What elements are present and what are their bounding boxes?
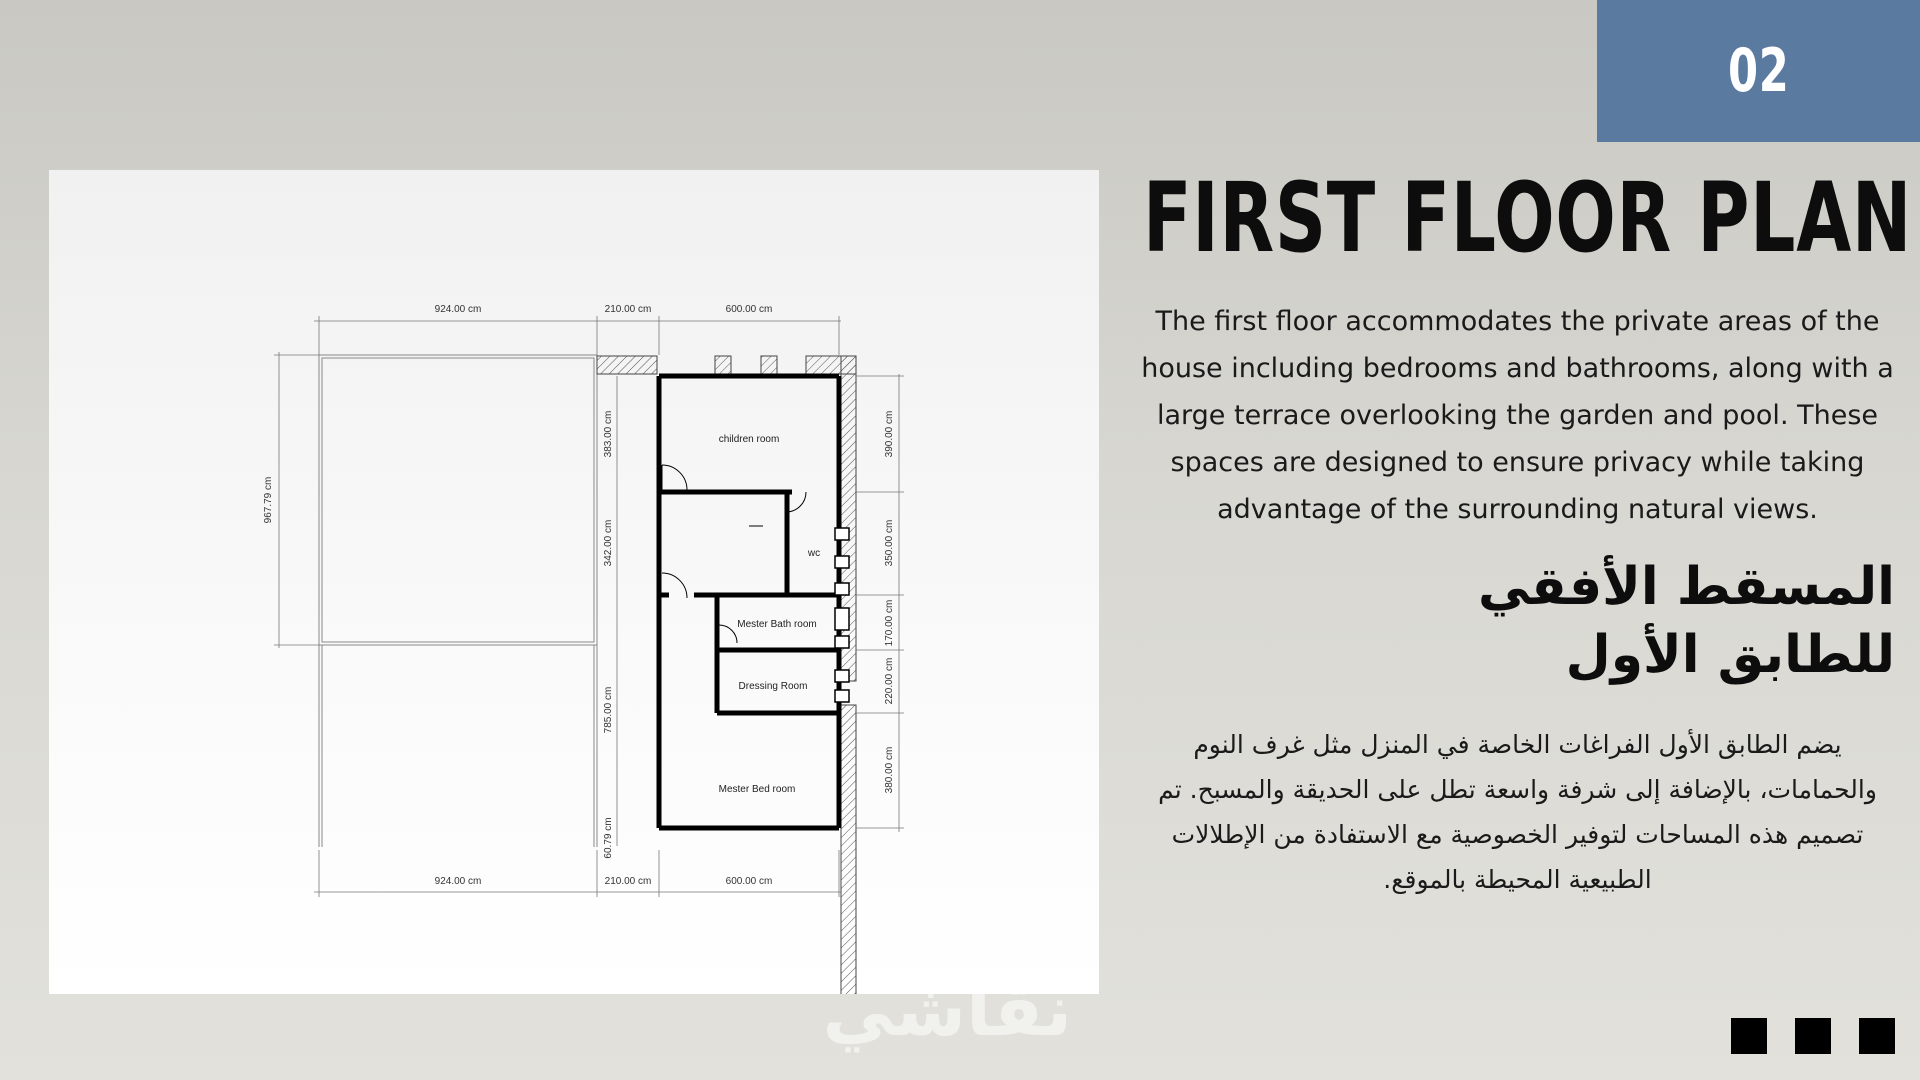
- dim-mid-2: 342.00 cm: [603, 519, 614, 567]
- floor-plan-panel: [49, 170, 1099, 994]
- dim-left: 967.79 cm: [263, 476, 274, 524]
- dim-mid-1: 383.00 cm: [603, 410, 614, 458]
- room-label-wc: wc: [807, 548, 821, 559]
- nav-dot-3[interactable]: [1859, 1018, 1895, 1054]
- dim-top-3: 600.00 cm: [725, 304, 773, 315]
- room-label-bath: Mester Bath room: [737, 619, 817, 630]
- room-label-bed: Mester Bed room: [718, 784, 796, 795]
- dimension-lines: [274, 316, 904, 897]
- dim-right-2: 350.00 cm: [884, 519, 895, 567]
- room-label-dressing: Dressing Room: [738, 681, 808, 692]
- terrace-outline: [319, 355, 597, 847]
- dim-bottom-1: 924.00 cm: [434, 876, 482, 887]
- nav-dot-2[interactable]: [1795, 1018, 1831, 1054]
- description-arabic: يضم الطابق الأول الفراغات الخاصة في المنزل مثل غرف النوم والحمامات، بالإضافة إلى شرفة واسعة تطل على الحديقة والمسبح. تم تصميم هذه المساحات لتوفير الخصوصية مع الاستفادة من الإطلالات الطبيعية المحيطة بالموقع.: [1158, 730, 1877, 894]
- page-number: 02: [1727, 36, 1790, 106]
- page-number-badge: [1597, 0, 1920, 142]
- hatched-walls: [597, 356, 856, 994]
- nav-dot-1[interactable]: [1731, 1018, 1767, 1054]
- dim-right-3: 170.00 cm: [884, 599, 895, 647]
- page-title-arabic: [1400, 553, 1895, 689]
- dim-mid-3: 785.00 cm: [603, 686, 614, 734]
- dim-top-2: 210.00 cm: [604, 304, 652, 315]
- dim-mid-4: 60.79 cm: [603, 817, 614, 859]
- title-arabic-line-2: للطابق الأول: [1565, 625, 1895, 685]
- dim-top-1: 924.00 cm: [434, 304, 482, 315]
- floor-plan-drawing: [49, 170, 1099, 994]
- watermark-logo: نقاشي: [822, 968, 1072, 1052]
- dim-bottom-3: 600.00 cm: [725, 876, 773, 887]
- dim-right-5: 380.00 cm: [884, 746, 895, 794]
- dim-right-1: 390.00 cm: [884, 410, 895, 458]
- description-english: The first floor accommodates the private areas of the house including bedrooms and bathrooms, along with a large terrace overlooking the garden and pool. These spaces are designed to ensure privacy while taking advantage of the surrounding natural views.: [1141, 306, 1894, 525]
- page-title: FIRST FLOOR PLAN: [1143, 162, 1913, 274]
- dim-bottom-2: 210.00 cm: [604, 876, 652, 887]
- dim-right-4: 220.00 cm: [884, 657, 895, 705]
- room-label-children: children room: [718, 434, 780, 445]
- title-arabic-line-1: المسقط الأفقي: [1478, 557, 1895, 617]
